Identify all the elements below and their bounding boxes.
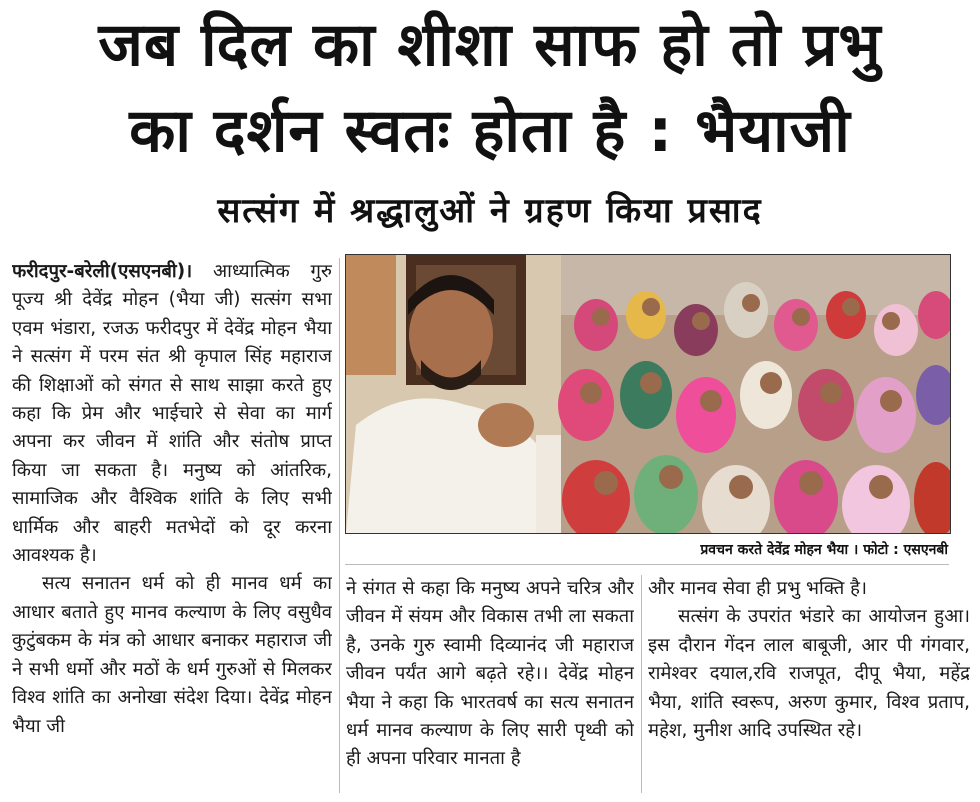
subheadline: सत्संग में श्रद्धालुओं ने ग्रहण किया प्रसाद <box>217 191 763 231</box>
dateline: फरीदपुर-बरेली(एसएनबी)। <box>12 261 193 282</box>
article-column-2 <box>346 575 634 797</box>
news-photo <box>345 254 951 534</box>
photo-caption: प्रवचन करते देवेंद्र मोहन भैया । फोटो : एसएनबी <box>700 542 948 558</box>
article-paragraph: और मानव सेवा ही प्रभु भक्ति है। <box>648 578 868 599</box>
column-divider <box>339 258 340 793</box>
caption-divider <box>345 564 949 565</box>
article-paragraph: सत्य सनातन धर्म को ही मानव धर्म का आधार बताते हुए मानव कल्याण के लिए वसुधैव कुटुंबकम के मंत्र को आधार बनाकर महाराज जी ने सभी धर्मो और मठों के धर्म गुरुओं से मिलकर विश्व शांति का अनोखा संदेश दिया। देवेंद्र मोहन भैया जी <box>12 573 332 737</box>
article-column-1 <box>12 258 332 798</box>
headline-line-2: का दर्शन स्वतः होता है : भैयाजी <box>129 96 851 166</box>
article-paragraph: ने संगत से कहा कि मनुष्य अपने चरित्र और जीवन में संयम और विकास तभी ला सकता है, उनके गुरु स्वामी दिव्यानंद जी महाराज जीवन पर्यंत आगे बढ़ते रहे।। देवेंद्र मोहन भैया ने कहा कि भारतवर्ष का सत्य सनातन धर्म मानव कल्याण के लिए सारी पृथ्वी को ही अपना परिवार मानता है <box>346 578 634 770</box>
column-divider <box>641 575 642 793</box>
headline-line-1: जब दिल का शीशा साफ हो तो प्रभु <box>98 10 882 80</box>
article-paragraph: आध्यात्मिक गुरु पूज्य श्री देवेंद्र मोहन (भैया जी) सत्संग सभा एवम भंडारा, रजऊ फरीदपुर में देवेंद्र मोहन भैया ने सत्संग में परम संत श्री कृपाल सिंह महाराज की शिक्षाओं को संगत से साथ साझा करते हुए कहा कि प्रेम और भाईचारे से सेवा का मार्ग अपना कर जीवन में शांति और संतोष प्राप्त किया जा सकता है। मनुष्य को आंतरिक, सामाजिक और वैश्विक शांति के लिए सभी धार्मिक और बाहरी मतभेदों को दूर करना आवश्यक है। <box>12 261 332 567</box>
article-column-3 <box>648 575 970 797</box>
article-paragraph: सत्संग के उपरांत भंडारे का आयोजन हुआ। इस दौरान गेंदन लाल बाबूजी, आर पी गंगवार, रामेश्वर दयाल,रवि राजपूत, दीपू भैया, महेंद्र भैया, शांति स्वरूप, अरुण कुमार, विश्व प्रताप, महेश, मुनीश आदि उपस्थित रहे। <box>648 606 970 742</box>
